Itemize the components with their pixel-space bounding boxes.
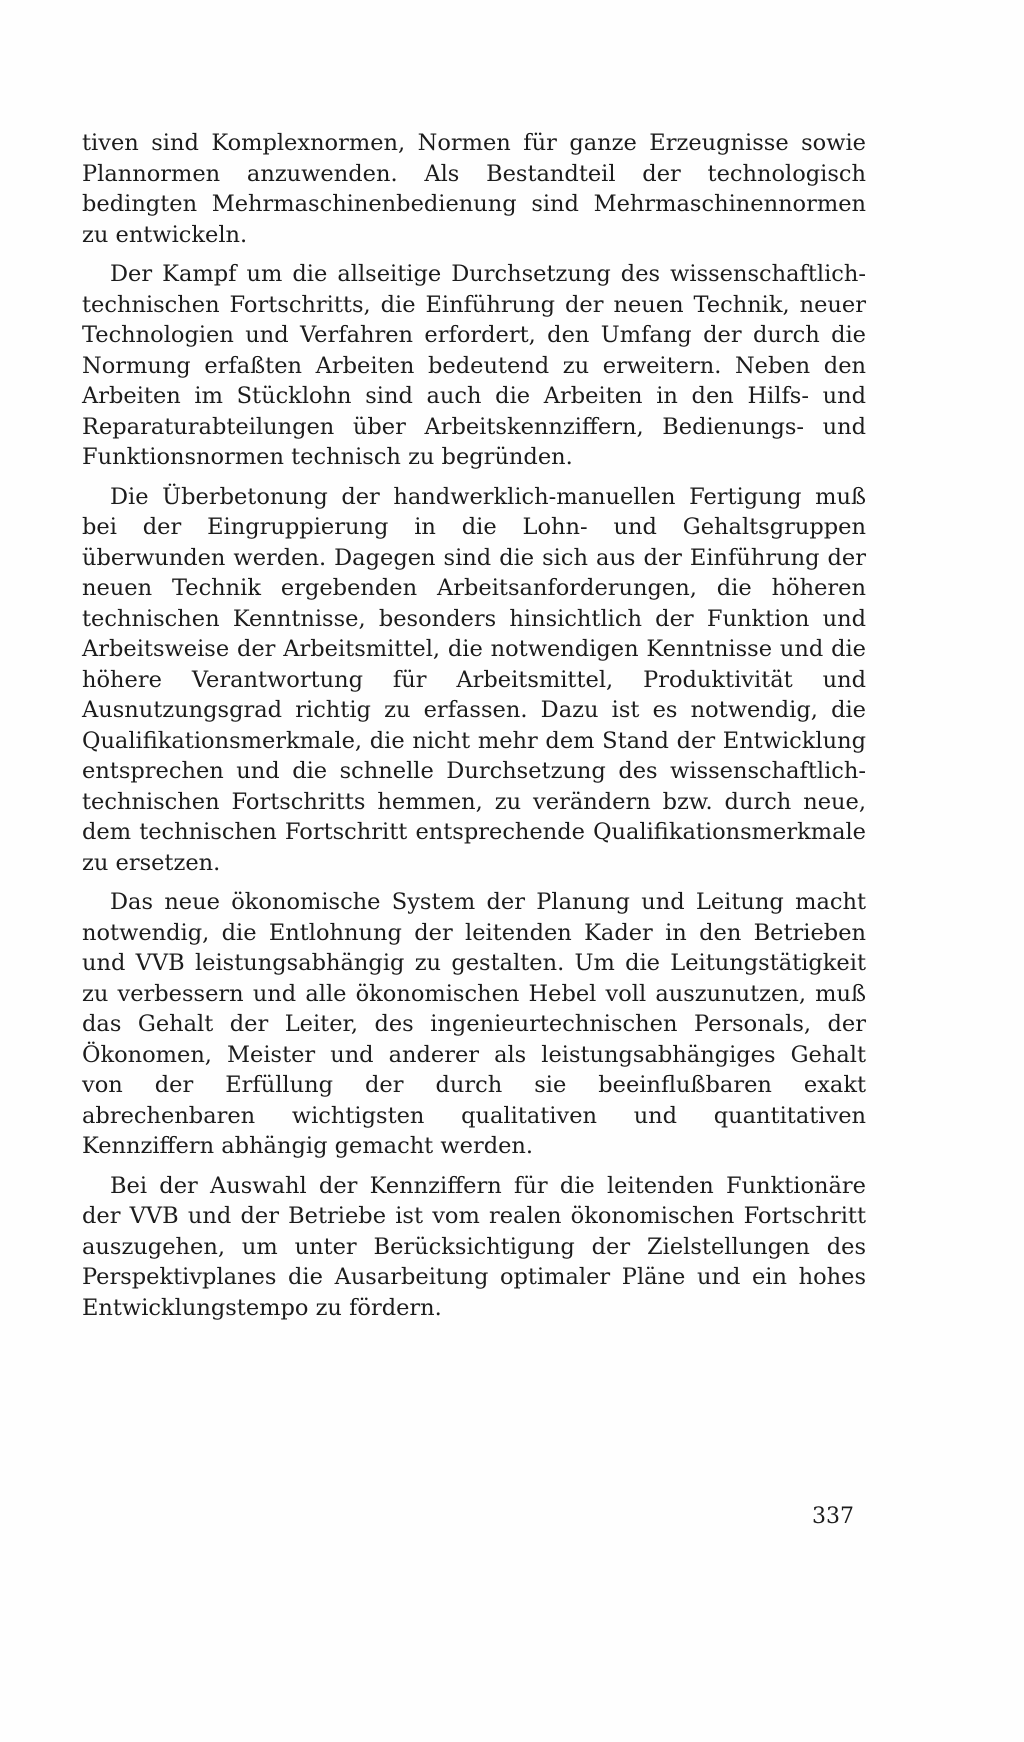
page-number: 337 bbox=[812, 1504, 854, 1529]
paragraph-management-pay: Das neue ökonomische System der Planung und Leitung macht notwendig, die Entlohnung der leitenden Kader in den Betrieben und VVB leistungsabhängig zu gestalten. Um die Leitungstätigkeit zu verbessern und alle ökonomischen Hebel voll auszunutzen, muß das Gehalt der Leiter, des ingenieurtechnischen Personals, der Ökonomen, Meister und anderer als leistungsabhängiges Gehalt von der Erfüllung der durch sie beeinflußbaren exakt abrechenbaren wichtigsten qualitativen und quantitativen Kennziffern abhängig gemacht werden. bbox=[82, 889, 866, 1159]
paragraph-key-figures: Bei der Auswahl der Kennziffern für die leitenden Funktionäre der VVB und der Betriebe ist vom realen ökonomischen Fortschritt auszugehen, um unter Berücksichtigung der Zielstellungen des Perspektivplanes die Ausarbeitung optimaler Pläne und ein hohes Entwicklungstempo zu fördern. bbox=[82, 1172, 866, 1321]
paragraph-wage-groups: Die Überbetonung der handwerklich-manuellen Fertigung muß bei der Eingruppierung in die Lohn- und Gehaltsgruppen überwunden werden. Dagegen sind die sich aus der Einführung der neuen Technik ergebenden Arbeitsanforderungen, die höheren technischen Kenntnisse, besonders hinsichtlich der Funktion und Arbeitsweise der Arbeitsmittel, die notwendigen Kenntnisse und die höhere Verantwortung für Arbeitsmittel, Produktivität und Ausnutzungsgrad richtig zu erfassen. Dazu ist es notwendig, die Qualifikationsmerkmale, die nicht mehr dem Stand der Entwicklung entsprechen und die schnelle Durchsetzung des wissenschaftlich-technischen Fortschritts hemmen, zu verändern bzw. durch neue, dem technischen Fortschritt entsprechende Qualifikationsmerkmale zu ersetzen. bbox=[82, 483, 866, 876]
paragraph-continuation: tiven sind Komplexnormen, Normen für ganze Erzeugnisse sowie Plannormen anzuwenden. Als Bestandteil der technologisch bedingten Mehrmaschinenbedienung sind Mehrmaschinennormen zu entwickeln. bbox=[82, 130, 866, 248]
body-text bbox=[82, 128, 866, 1323]
paragraph-technical-progress: Der Kampf um die allseitige Durchsetzung des wissenschaftlich-technischen Fortschritts, die Einführung der neuen Technik, neuer Technologien und Verfahren erfordert, den Umfang der durch die Normung erfaßten Arbeiten bedeutend zu erweitern. Neben den Arbeiten im Stücklohn sind auch die Arbeiten in den Hilfs- und Reparaturabteilungen über Arbeitskennziffern, Bedienungs- und Funktionsnormen technisch zu begründen. bbox=[82, 261, 866, 470]
